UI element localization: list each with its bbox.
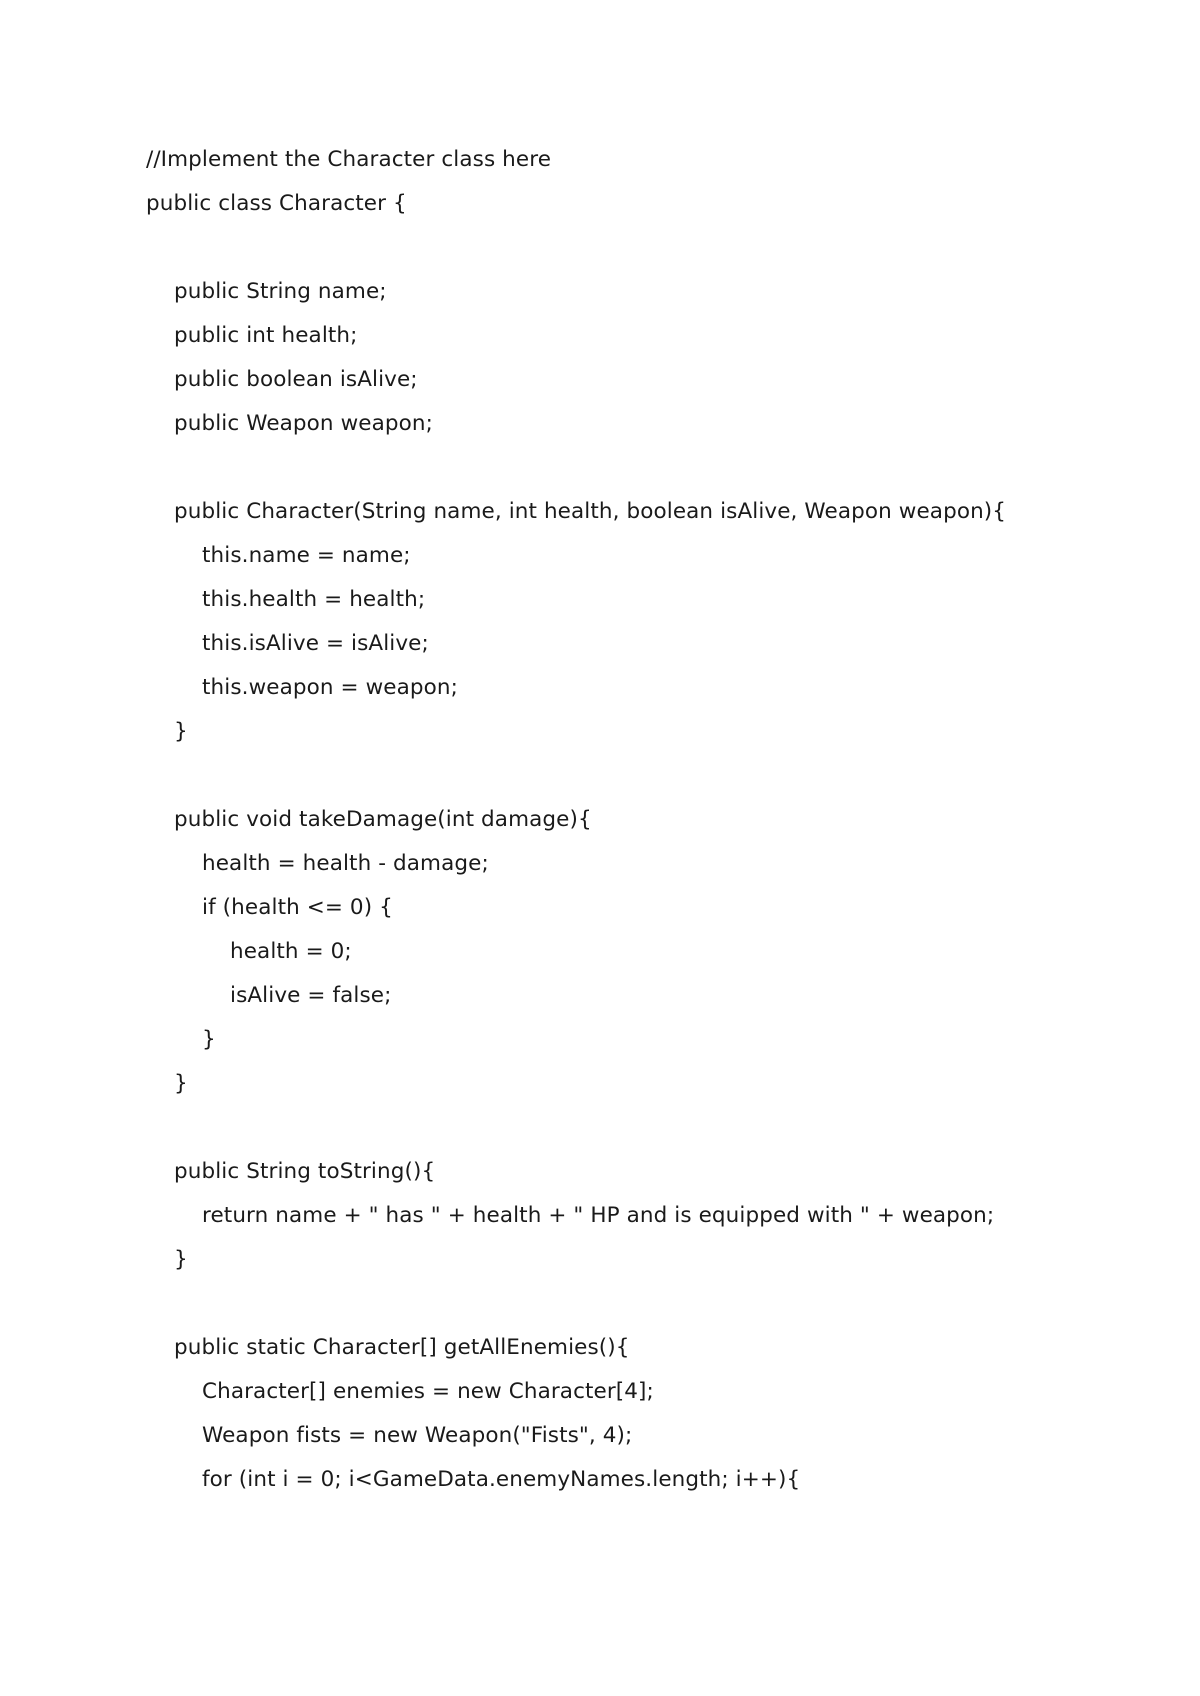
code-line: this.health = health;: [202, 587, 426, 612]
code-line: health = health - damage;: [202, 851, 489, 876]
closing-brace-line: }: [174, 1071, 188, 1096]
code-line: isAlive = false;: [230, 983, 392, 1008]
code-line: Character[] enemies = new Character[4];: [202, 1379, 654, 1404]
closing-brace-line: }: [174, 719, 188, 744]
field-weapon-line: public Weapon weapon;: [174, 411, 433, 436]
return-statement-line: return name + " has " + health + " HP and is equipped with " + weapon;: [202, 1203, 995, 1228]
comment-line: //Implement the Character class here: [146, 147, 552, 172]
blank-line: [146, 231, 1146, 275]
blank-line: [146, 1111, 1146, 1155]
blank-line: [146, 451, 1146, 495]
code-line: health = 0;: [230, 939, 352, 964]
code-line: this.name = name;: [202, 543, 411, 568]
for-loop-line: for (int i = 0; i<GameData.enemyNames.length; i++){: [202, 1467, 801, 1492]
closing-brace-line: }: [202, 1027, 216, 1052]
field-health-line: public int health;: [174, 323, 358, 348]
closing-brace-line: }: [174, 1247, 188, 1272]
to-string-signature-line: public String toString(){: [174, 1159, 436, 1184]
class-declaration-line: public class Character {: [146, 191, 407, 216]
code-line: Weapon fists = new Weapon("Fists", 4);: [202, 1423, 633, 1448]
code-line: this.isAlive = isAlive;: [202, 631, 429, 656]
field-isalive-line: public boolean isAlive;: [174, 367, 418, 392]
get-all-enemies-signature-line: public static Character[] getAllEnemies(){: [174, 1335, 630, 1360]
blank-line: [146, 759, 1146, 803]
field-name-line: public String name;: [174, 279, 387, 304]
code-line: this.weapon = weapon;: [202, 675, 458, 700]
code-block: [146, 143, 1146, 1507]
constructor-signature-line: public Character(String name, int health, boolean isAlive, Weapon weapon){: [174, 499, 1007, 524]
blank-line: [146, 1287, 1146, 1331]
if-statement-line: if (health <= 0) {: [202, 895, 393, 920]
take-damage-signature-line: public void takeDamage(int damage){: [174, 807, 592, 832]
